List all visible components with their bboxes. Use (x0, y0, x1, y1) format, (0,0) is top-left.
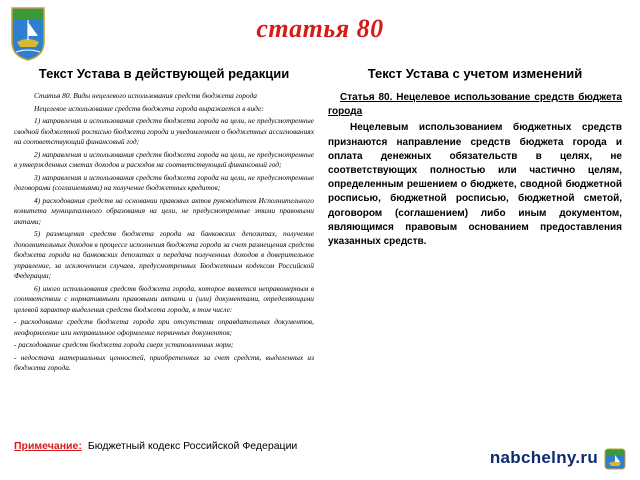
city-emblem-icon (604, 448, 626, 470)
footnote-text: Бюджетный кодекс Российской Федерации (87, 440, 298, 452)
current-text-body (14, 91, 314, 374)
current-text-paragraph: 5) размещения средств бюджета города на банковских депозитах, получение дополнительных доходов в процессе исполнения бюджета города за счет размещения средств бюджета города на банковских депозитах и передача полученных доходов в доверительное управление, за исключением случаев, предусмотренных Бюджетным кодексом Российской Федерации; (14, 229, 314, 281)
current-text-paragraph: Нецелевое использование средств бюджета города выражается в виде: (34, 103, 264, 113)
amended-article-body: Нецелевым использованием бюджетных средств признаются направление средств бюджета города и оплата денежных обязательств в целях, не соответствующих полностью или частично целям, определенным решением о бюджете, сводной бюджетной росписью, бюджетной росписью, бюджетной сметой, договором (соглашением) либо иным документом, являющимся правовым основанием предоставления указанных средств. (328, 122, 622, 247)
current-text-paragraph: - расходование средств бюджета города при отсутствии оправдательных документов, неоформление или неправильное оформление первичных документов; (14, 317, 314, 337)
current-text-paragraph: 2) направления и использования средств бюджета города на цели, не предусмотренные в утвержденных сметах доходов и расходов на соответствующий финансовый год; (14, 149, 314, 170)
current-text-heading: Текст Устава в действующей редакции (38, 66, 290, 81)
current-text-paragraph: 4) расходования средств на основании правовых актов руководителя Исполнительного комитета муниципального образования на цели, не предусмотренные этими правовыми актами; (14, 195, 314, 226)
footnote (14, 440, 297, 452)
site-link[interactable]: nabchelny.ru (489, 448, 598, 467)
current-text-column (14, 64, 314, 376)
amended-text-body (322, 91, 628, 249)
footnote-label: Примечание: (14, 440, 82, 452)
current-text-paragraph: 3) направления и использования средств бюджета города на цели, не предусмотренные договорами (соглашениями) на получение бюджетных кредитов; (14, 172, 314, 193)
amended-article-title: Статья 80. Нецелевое использование средств бюджета города (328, 92, 622, 118)
current-text-paragraph: Статья 80. Виды нецелевого использования средств бюджета города (34, 91, 258, 100)
current-text-paragraph: - недостача материальных ценностей, приобретенных за счет средств, выделенных из бюджета города. (14, 352, 314, 373)
amended-text-column (322, 64, 628, 249)
amended-text-heading: Текст Устава с учетом изменений (367, 66, 583, 81)
page-title: статья 80 (256, 14, 384, 43)
current-text-paragraph: 1) направления и использования средств бюджета города на цели, не предусмотренные сводной бюджетной росписью бюджета города и уведомлением о бюджетных ассигнованиях на соответствующий финансовый год; (14, 116, 314, 147)
current-text-paragraph: 6) иного использования средств бюджета города, которое является неправомерным в соответствии с нормативными правовыми актами и (или) документами, определяющими целевой характер выделения средств бюджета города, в том числе: (14, 283, 314, 314)
current-text-paragraph: - расходование средств бюджета города сверх установленных норм; (14, 340, 234, 350)
